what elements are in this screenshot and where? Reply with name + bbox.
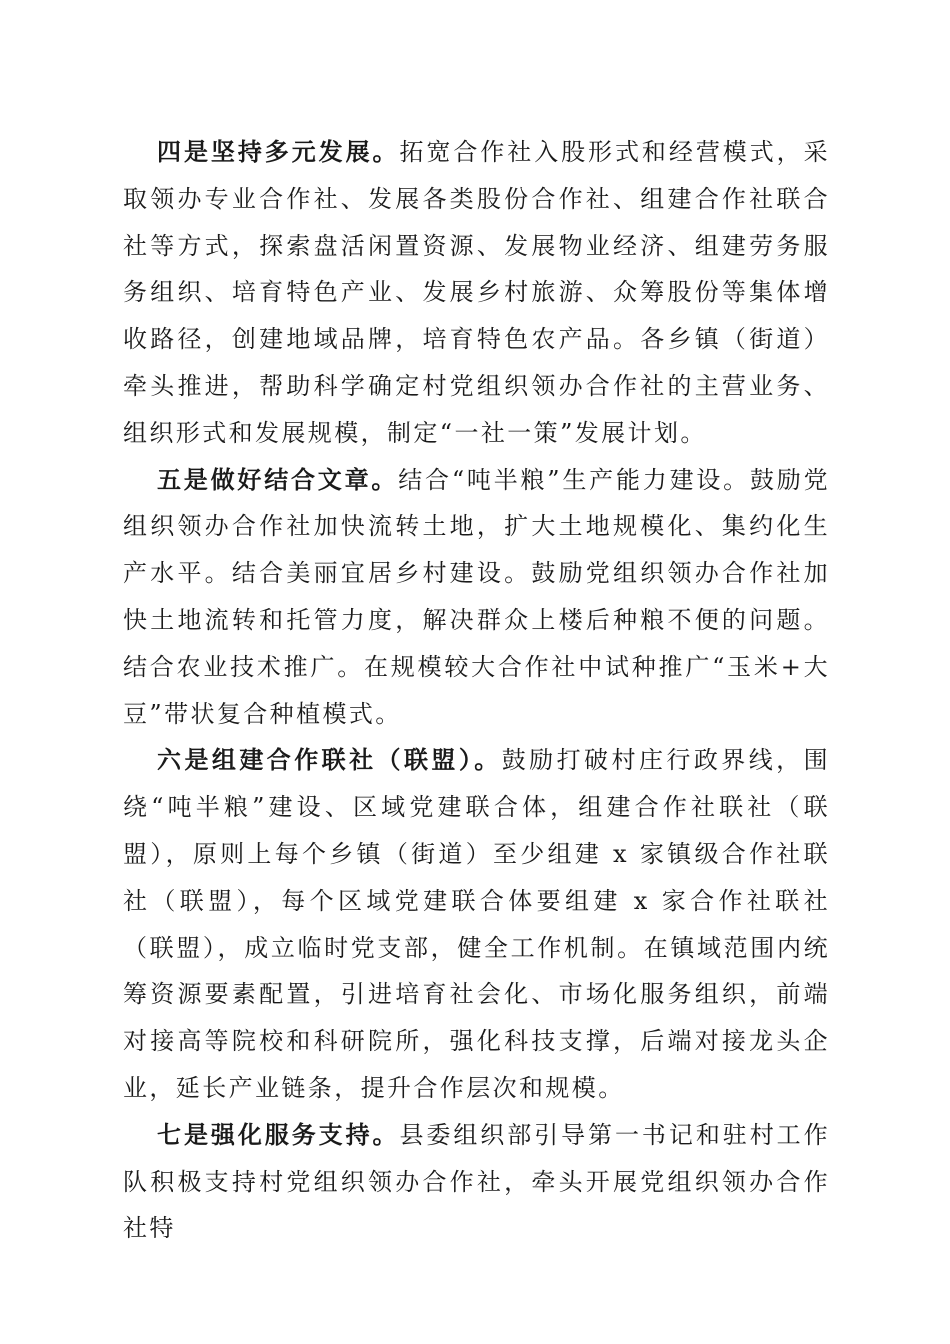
paragraph-text: 县委组织部引导第一书记和驻村工作队积极支持村党组织领办合作社，牵头开展党组织领办合作社特	[123, 1120, 830, 1243]
paragraph-text: 结合“吨半粮”生产能力建设。鼓励党组织领办合作社加快流转土地，扩大土地规模化、集约化生产水平。结合美丽宜居乡村建设。鼓励党组织领办合作社加快土地流转和托管力度，解决群众上楼后种粮不便的问题。结合农业技术推广。在规模较大合作社中试种推广“玉米+大豆”带状复合种植模式。	[123, 465, 830, 728]
paragraph-text: 拓宽合作社入股形式和经营模式，采取领办专业合作社、发展各类股份合作社、组建合作社联合社等方式，探索盘活闲置资源、发展物业经济、组建劳务服务组织、培育特色产业、发展乡村旅游、众筹股份等集体增收路径，创建地域品牌，培育特色农产品。各乡镇（街道）牵头推进，帮助科学确定村党组织领办合作社的主营业务、组织形式和发展规模，制定“一社一策”发展计划。	[123, 138, 830, 447]
document-body	[123, 129, 830, 1252]
paragraph-heading: 五是做好结合文章。	[157, 464, 399, 494]
paragraph-text: 鼓励打破村庄行政界线，围绕“吨半粮”建设、区域党建联合体，组建合作社联社（联盟），原则上每个乡镇（街道）至少组建 x 家镇级合作社联社（联盟），每个区域党建联合体要组建 x 家合作社联社（联盟），成立临时党支部，健全工作机制。在镇域范围内统筹资源要素配置，引进培育社会化、市场化服务组织，前端对接高等院校和科研院所，强化科技支撑，后端对接龙头企业，延长产业链条，提升合作层次和规模。	[123, 746, 830, 1102]
paragraph-integration	[123, 457, 830, 738]
paragraph-diversified-development	[123, 129, 830, 457]
paragraph-cooperative-union	[123, 737, 830, 1111]
paragraph-heading: 七是强化服务支持。	[157, 1119, 400, 1149]
paragraph-heading: 六是组建合作联社（联盟）。	[157, 745, 502, 775]
paragraph-heading: 四是坚持多元发展。	[157, 137, 400, 166]
paragraph-service-support	[123, 1112, 830, 1252]
